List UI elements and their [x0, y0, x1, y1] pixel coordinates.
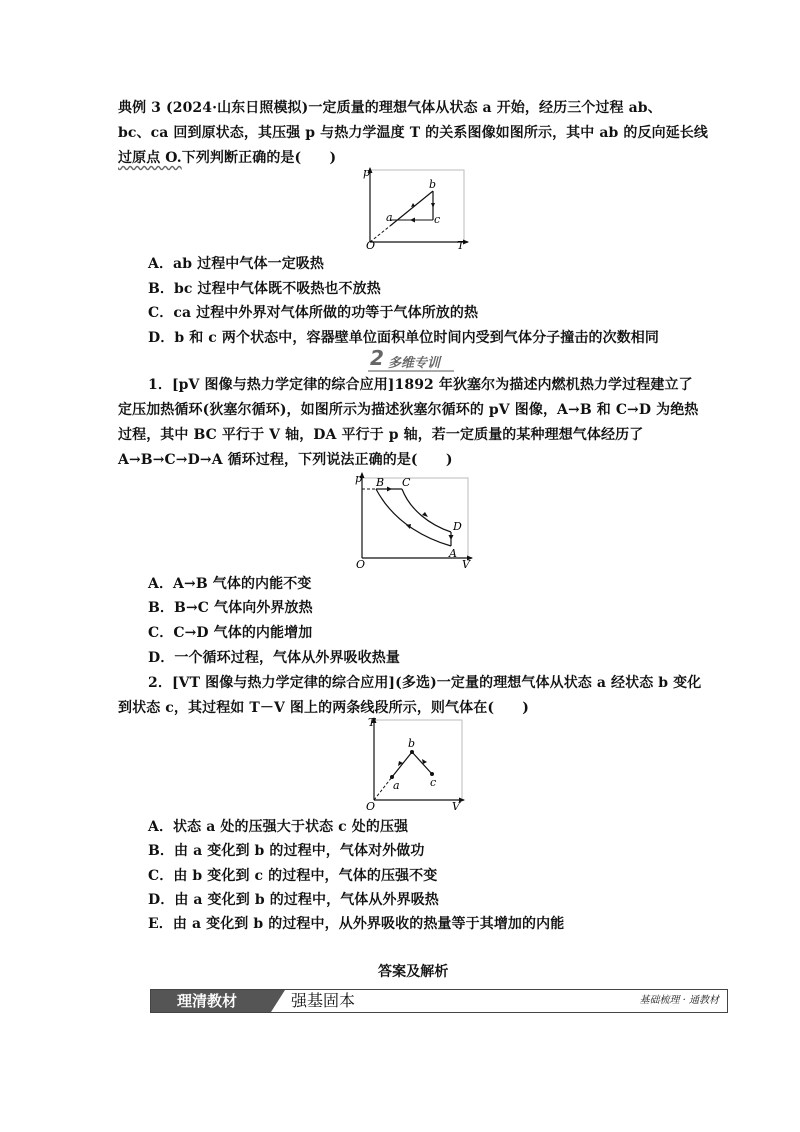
- example3-label-b: b: [429, 178, 437, 191]
- example3-text-3a: 过原点 O.: [118, 150, 182, 166]
- q2-origin: O: [366, 800, 376, 813]
- q2-option-a: A．状态 a 处的压强大于状态 c 处的压强: [148, 819, 409, 835]
- q2-line1: 2．[VT 图像与热力学定律的综合应用](多选)一定量的理想气体从状态 a 经状态 b 变化: [148, 675, 702, 691]
- example3-option-a: A．ab 过程中气体一定吸热: [148, 256, 324, 272]
- example3-label-c: c: [434, 213, 441, 226]
- example3-line3: [118, 147, 336, 169]
- banner-divider: [271, 990, 285, 1012]
- example3-label-a: a: [386, 211, 393, 224]
- q1-axis-v: V: [462, 558, 470, 570]
- q1-label-a: A: [449, 547, 457, 560]
- q2-label-b: b: [408, 737, 416, 750]
- q1-option-c: C．C→D 气体的内能增加: [148, 625, 313, 641]
- section-number: 2: [370, 346, 384, 370]
- q2-label-c: c: [430, 776, 437, 789]
- example3-option-d: D．b 和 c 两个状态中，容器壁单位面积单位时间内受到气体分子撞击的次数相同: [148, 330, 659, 346]
- q2-line2: 到状态 c，其过程如 T－V 图上的两条线段所示，则气体在( ): [118, 700, 529, 716]
- example3-line1: [118, 97, 662, 119]
- example3-origin: O: [366, 239, 376, 250]
- q2-option-c: C．由 b 变化到 c 的过程中，气体的压强不变: [148, 868, 438, 884]
- banner-sub-label: 强基固本: [291, 991, 356, 1010]
- q2-axis-v: V: [452, 800, 460, 813]
- example3-axis-t: T: [457, 239, 465, 250]
- q2-option-e: E．由 a 变化到 b 的过程中，从外界吸收的热量等于其增加的内能: [148, 916, 565, 932]
- example3-text-1: (2024·山东日照模拟)一定质量的理想气体从状态 a 开始，经历三个过程 ab、: [166, 100, 662, 116]
- q1-option-a: A．A→B 气体的内能不变: [148, 576, 312, 592]
- example3-axis-p: p: [363, 166, 371, 179]
- example3-label: 典例 3: [118, 100, 162, 116]
- example3-option-b: B．bc 过程中气体既不吸热也不放热: [148, 281, 381, 297]
- q1-line4: A→B→C→D→A 循环过程，下列说法正确的是( ): [118, 452, 453, 468]
- q1-line2: 定压加热循环(狄塞尔循环)，如图所示为描述狄塞尔循环的 pV 图像，A→B 和 C→D 为绝热: [118, 402, 699, 418]
- example3-text-3b: 下列判断正确的是( ): [181, 150, 337, 166]
- example3-option-c: C．ca 过程中外界对气体所做的功等于气体所放的热: [148, 305, 479, 321]
- q1-line3: 过程，其中 BC 平行于 V 轴，DA 平行于 p 轴，若一定质量的某种理想气体经历了: [118, 427, 644, 443]
- q2-option-d: D．由 a 变化到 b 的过程中，气体从外界吸热: [148, 892, 439, 908]
- q1-option-b: B．B→C 气体向外界放热: [148, 600, 313, 616]
- section-banner: [150, 989, 728, 1013]
- q2-tv-graph: [362, 716, 467, 814]
- q1-label-b: B: [376, 476, 385, 489]
- q1-label-d: D: [453, 520, 462, 533]
- section-title: 多维专训: [388, 356, 441, 371]
- banner-right-label: 基础梳理 · 通教材: [639, 995, 719, 1006]
- q2-option-b: B．由 a 变化到 b 的过程中，气体对外做功: [148, 843, 425, 859]
- q2-label-a: a: [393, 779, 400, 792]
- q1-option-d: D．一个循环过程，气体从外界吸收热量: [148, 650, 400, 666]
- example3-line2: bc、ca 回到原状态，其压强 p 与热力学温度 T 的关系图像如图所示，其中 ab 的反向延长线: [118, 125, 708, 141]
- q1-line1: 1．[pV 图像与热力学定律的综合应用]1892 年狄塞尔为描述内燃机热力学过程建立了: [148, 377, 693, 393]
- q2-axis-t: T: [368, 716, 376, 729]
- example3-pt-graph: [360, 166, 470, 250]
- section-heading: [368, 346, 454, 372]
- q1-axis-p: p: [355, 472, 363, 485]
- answers-title: 答案及解析: [378, 964, 449, 980]
- q1-origin: O: [356, 558, 366, 570]
- banner-dark-label: 理清教材: [151, 990, 271, 1012]
- q1-label-c: C: [402, 476, 411, 489]
- q1-pv-graph: [350, 470, 475, 570]
